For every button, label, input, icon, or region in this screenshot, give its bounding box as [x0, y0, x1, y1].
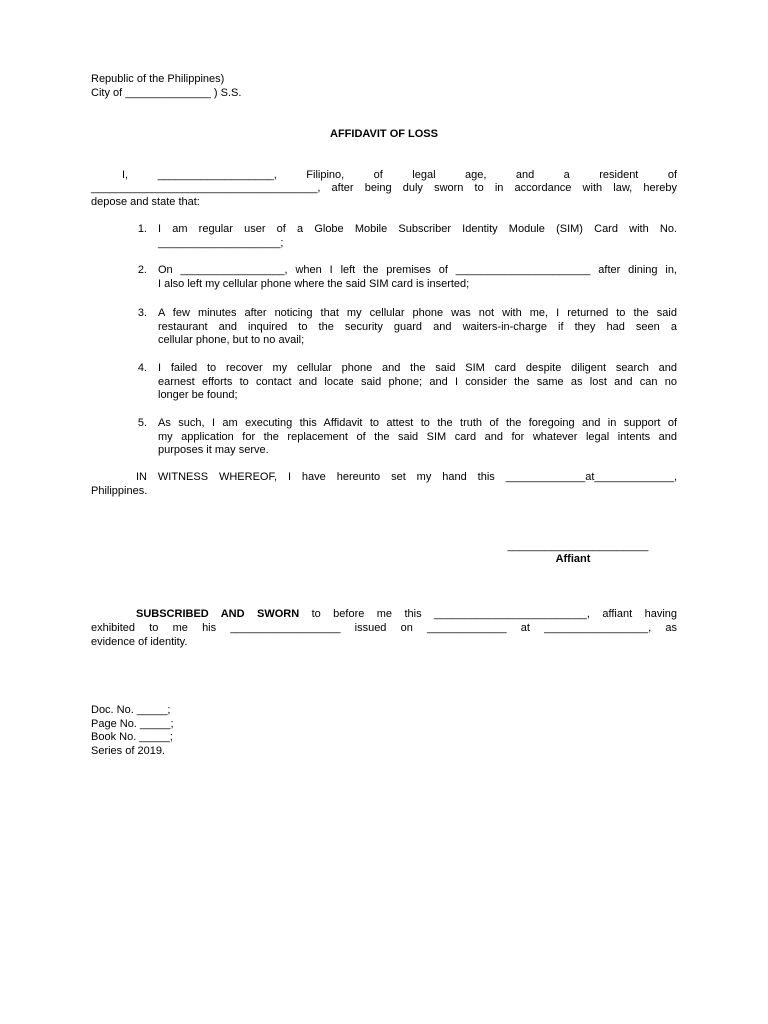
jurat-line-3: evidence of identity.: [91, 636, 188, 648]
item-line: I am regular user of a Globe Mobile Subscriber Identity Module (SIM) Card with No.: [158, 223, 677, 235]
doc-no: Doc. No. _____;: [91, 704, 171, 716]
item-number: 4.: [137, 362, 147, 374]
list-item: [158, 223, 677, 250]
list-item: [158, 307, 677, 348]
list-item: [158, 362, 677, 403]
list-item: [158, 264, 677, 291]
item-line: my application for the replacement of the said SIM card and for whatever legal intents and: [158, 430, 677, 443]
page-no: Page No. _____;: [91, 718, 174, 730]
intro-line-2: _____________________________________, after being duly sworn to in accordance with law, hereby: [91, 182, 677, 194]
republic-line: Republic of the Philippines): [91, 73, 225, 85]
signature-line: _______________________: [507, 540, 649, 552]
witness-line-1: IN WITNESS WHEREOF, I have hereunto set my hand this _____________at_____________,: [136, 471, 677, 483]
jurat-lead: SUBSCRIBED AND SWORN: [136, 608, 300, 620]
item-line: ____________________;: [158, 236, 284, 249]
series-year: Series of 2019.: [91, 745, 165, 757]
item-line: earnest efforts to contact and locate said phone; and I consider the same as lost and can no: [158, 375, 677, 388]
intro-line-1: I, ___________________, Filipino, of legal age, and a resident of: [122, 169, 677, 181]
jurat-line-1: [136, 608, 677, 622]
jurat-text: SUBSCRIBED AND SWORN to before me this _________________________, affiant having: [136, 608, 677, 620]
item-number: 1.: [137, 223, 147, 235]
intro-line-3: depose and state that:: [91, 196, 200, 208]
item-number: 2.: [137, 264, 147, 276]
city-line: City of ______________ ) S.S.: [91, 87, 242, 99]
witness-line-2: Philippines.: [91, 485, 148, 497]
item-line: cellular phone, but to no avail;: [158, 334, 305, 346]
item-line: As such, I am executing this Affidavit to attest to the truth of the foregoing and in support of: [158, 417, 677, 429]
item-line: On _________________, when I left the premises of ______________________ after dining in,: [158, 264, 677, 276]
item-line: restaurant and inquired to the security guard and waiters-in-charge if they had seen a: [158, 320, 677, 333]
item-line: longer be found;: [158, 389, 238, 401]
item-line: purposes it may serve.: [158, 444, 269, 456]
item-line: A few minutes after noticing that my cellular phone was not with me, I returned to the said: [158, 307, 677, 319]
item-line: I also left my cellular phone where the said SIM card is inserted;: [158, 277, 470, 290]
list-item: [158, 417, 677, 458]
affiant-label: Affiant: [555, 553, 591, 565]
document-title: AFFIDAVIT OF LOSS: [330, 128, 438, 140]
item-number: 5.: [137, 417, 147, 429]
item-line: I failed to recover my cellular phone and the said SIM card despite diligent search and: [158, 362, 677, 374]
jurat-line-2: exhibited to me his __________________ issued on _____________ at _________________, as: [91, 622, 677, 634]
item-number: 3.: [137, 307, 147, 319]
book-no: Book No. _____;: [91, 731, 173, 743]
